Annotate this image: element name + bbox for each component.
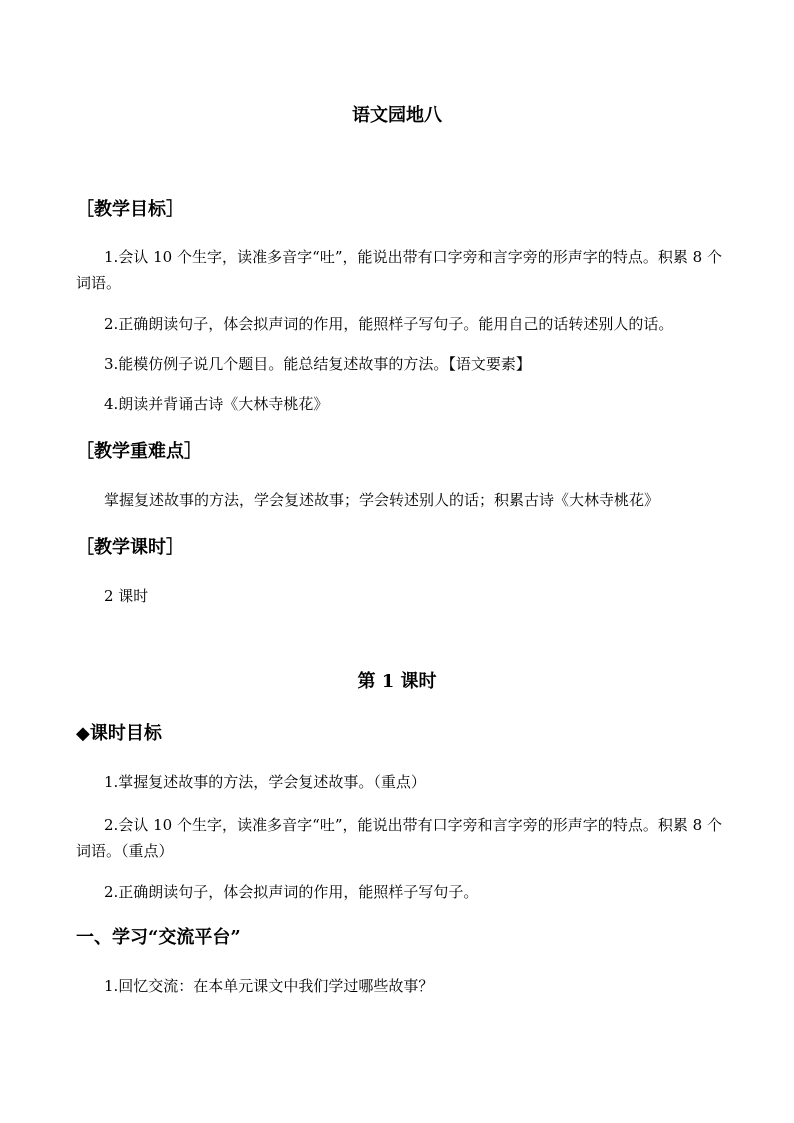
document-title: 语文园地八: [352, 105, 442, 126]
objectives-heading: ［教学目标］: [76, 199, 184, 220]
objective-item-2: 2.正确朗读句子，体会拟声词的作用，能照样子写句子。能用自己的话转述别人的话。: [104, 315, 674, 333]
periods-text: 2 课时: [104, 587, 149, 605]
key-points-heading: ［教学重难点］: [76, 441, 202, 462]
lesson-goal-3: 2.正确朗读句子，体会拟声词的作用，能照样子写句子。: [104, 883, 479, 901]
lesson-goal-1: 1.掌握复述故事的方法，学会复述故事。（重点）: [104, 773, 426, 791]
objective-item-1: 1.会认 10 个生字，读准多音字“吐”，能说出带有口字旁和言字旁的形声字的特点。积累 8 个词语。: [76, 248, 722, 292]
lesson-1-title: 第 1 课时: [357, 671, 437, 692]
part-1-item-1: 1.回忆交流：在本单元课文中我们学过哪些故事？: [104, 977, 434, 995]
lesson-goals-heading: ◆课时目标: [76, 723, 162, 744]
part-1-heading: 一、学习“交流平台”: [76, 927, 241, 948]
lesson-goal-2: 2.会认 10 个生字，读准多音字“吐”，能说出带有口字旁和言字旁的形声字的特点。积累 8 个词语。（重点）: [76, 816, 722, 860]
key-points-text: 掌握复述故事的方法，学会复述故事；学会转述别人的话；积累古诗《大林寺桃花》: [104, 491, 660, 509]
objective-item-3: 3.能模仿例子说几个题目。能总结复述故事的方法。【语文要素】: [104, 355, 531, 373]
periods-heading: ［教学课时］: [76, 537, 184, 558]
objective-item-4: 4.朗读并背诵古诗《大林寺桃花》: [104, 395, 329, 413]
